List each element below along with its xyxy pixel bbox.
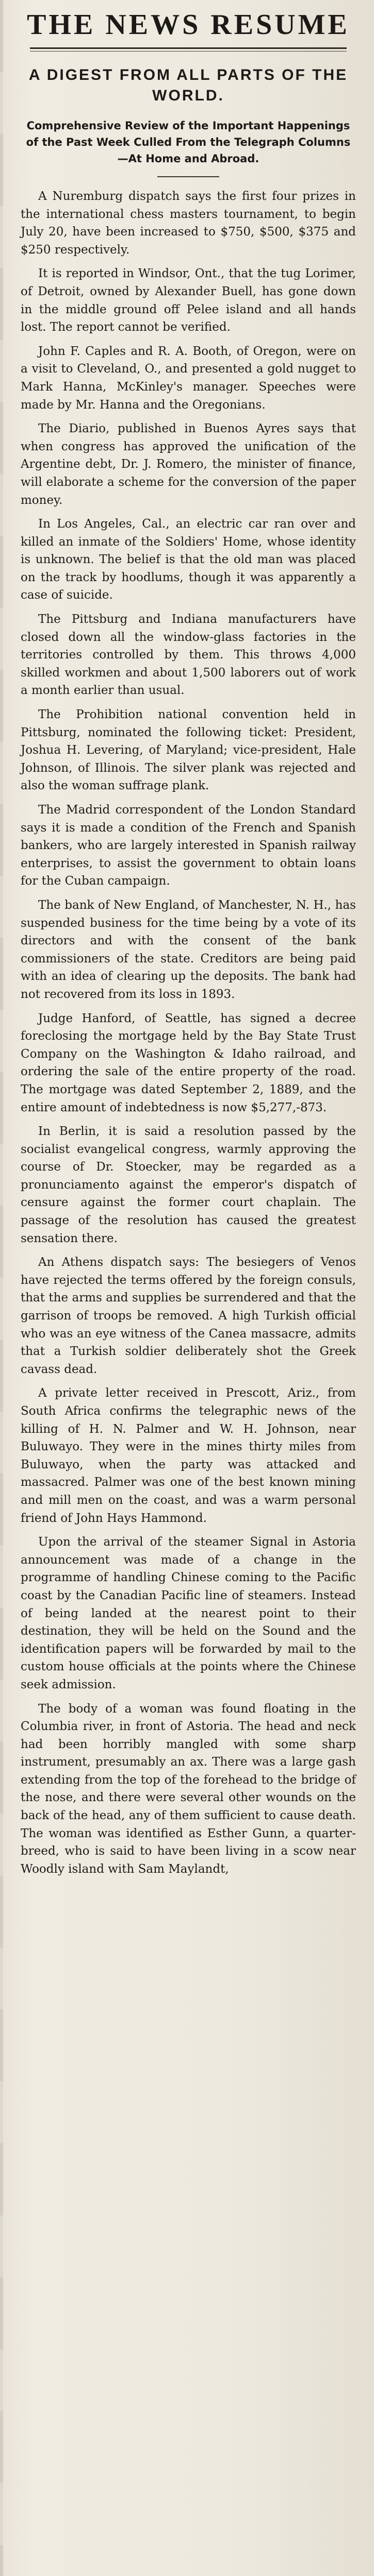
- subheadline: A DIGEST FROM ALL PARTS OF THE WORLD.: [28, 66, 348, 104]
- deck-summary: Comprehensive Review of the Important Happenings of the Past Week Culled From the Telegraph Columns —At Home and Abroad.: [26, 120, 351, 165]
- news-item-steamer-signal: Upon the arrival of the steamer Signal in Astoria announcement was made of a change in the programme of handling Chinese coming to the Pacific coast by the Canadian Pacific line of steamers. Instead of being landed at the nearest point to their destination, they will be held on the Sound and the identification papers will be forwarded by mail to the custom house officials at the points where the Chinese seek admission.: [21, 1535, 356, 1691]
- news-item-tug-lorimer: It is reported in Windsor, Ont., that the tug Lorimer, of Detroit, owned by Alexander Buell, has gone down in the middle ground off Pelee island and all hands lost. The report cannot be verified.: [21, 267, 356, 334]
- news-item-diario-buenos-ayres: The Diario, published in Buenos Ayres says that when congress has approved the unification of the Argentine debt, Dr. J. Romero, the minister of finance, will elaborate a scheme for the conversion of the paper money.: [21, 422, 356, 507]
- news-item-window-glass: The Pittsburg and Indiana manufacturers have closed down all the window-glass factories in the territories controlled by them. This throws 4,000 skilled workmen and about 1,500 laborers out of work a month earlier than usual.: [21, 613, 356, 698]
- news-item-bank-of-new-england: The bank of New England, of Manchester, N. H., has suspended business for the time being by a vote of its directors and with the consent of the bank commissioners of the state. Creditors are being paid with an idea of clearing up the deposits. The bank had not recovered from its loss in 1893.: [21, 898, 356, 1001]
- news-item-prohibition-convention: The Prohibition national convention held in Pittsburg, nominated the following ticket: President, Joshua H. Levering, of Maryland; vice-president, Hale Johnson, of Illinois. The silver plank was rejected and also the woman suffrage plank.: [21, 708, 356, 793]
- news-item-athens-dispatch: An Athens dispatch says: The besiegers of Venos have rejected the terms offered by the foreign consuls, that the arms and supplies be surrendered and that the garrison of troops be removed. A high Turkish official who was an eye witness of the Canea massacre, admits that a Turkish soldier deliberately shot the Greek cavass dead.: [21, 1256, 356, 1376]
- news-item-columbia-river: The body of a woman was found floating in the Columbia river, in front of Astoria. The head and neck had been horribly mangled with some sharp instrument, presumably an ax. There was a large gash extending from the top of the forehead to the bridge of the nose, and there were several other wounds on the back of the head, any of them sufficient to cause death. The woman was identified as Esther Gunn, a quarter-breed, who is said to have been living in a scow near Woodly island with Sam Maylandt,: [21, 1702, 356, 1876]
- news-item-los-angeles-car: In Los Angeles, Cal., an electric car ran over and killed an inmate of the Soldiers' Home, whose identity is unknown. The belief is that the old man was placed on the track by hoodlums, though it was apparently a case of suicide.: [21, 517, 356, 602]
- news-item-prescott-letter: A private letter received in Prescott, Ariz., from South Africa confirms the telegraphic news of the killing of H. N. Palmer and W. H. Johnson, near Buluwayo. They were in the mines thirty miles from Buluwayo, when the party was attacked and massacred. Palmer was one of the best known mining and mill men on the coast, and was a warm personal friend of John Hays Hammond.: [21, 1386, 356, 1525]
- news-item-madrid-correspondent: The Madrid correspondent of the London Standard says it is made a condition of the French and Spanish bankers, who are largely interested in Spanish railway enterprises, to assist the government to obtain loans for the Cuban campaign.: [21, 803, 356, 888]
- news-item-nuremburg-chess: A Nuremburg dispatch says the first four prizes in the international chess masters tournament, to begin July 20, have been increased to $750, $500, $375 and $250 respectively.: [21, 190, 356, 257]
- news-item-berlin-congress: In Berlin, it is said a resolution passed by the socialist evangelical congress, warmly approving the course of Dr. Stoecker, may be regarded as a pronunciamento against the emperor's dispatch of censure against the former court chaplain. The passage of the resolution has caused the greatest sensation there.: [21, 1125, 356, 1245]
- masthead-rule-thin: [30, 51, 347, 52]
- news-item-oregon-nugget: John F. Caples and R. A. Booth, of Oregon, were on a visit to Cleveland, O., and presented a gold nugget to Mark Hanna, McKinley's manager. Speeches were made by Mr. Hanna and the Oregonians.: [21, 344, 356, 412]
- news-item-judge-hanford: Judge Hanford, of Seattle, has signed a decree foreclosing the mortgage held by the Bay State Trust Company on the Washington & Idaho railroad, and ordering the sale of the entire property of the road. The mortgage was dated September 2, 1889, and the entire amount of indebtedness is now $5,277,-873.: [21, 1011, 356, 1114]
- masthead-title: THE NEWS RESUME: [27, 9, 350, 41]
- article-column: [21, 0, 356, 1884]
- deck-separator: [157, 176, 219, 177]
- page-edge: [0, 0, 3, 2576]
- news-items: [21, 188, 356, 1878]
- masthead-rule: [30, 47, 347, 49]
